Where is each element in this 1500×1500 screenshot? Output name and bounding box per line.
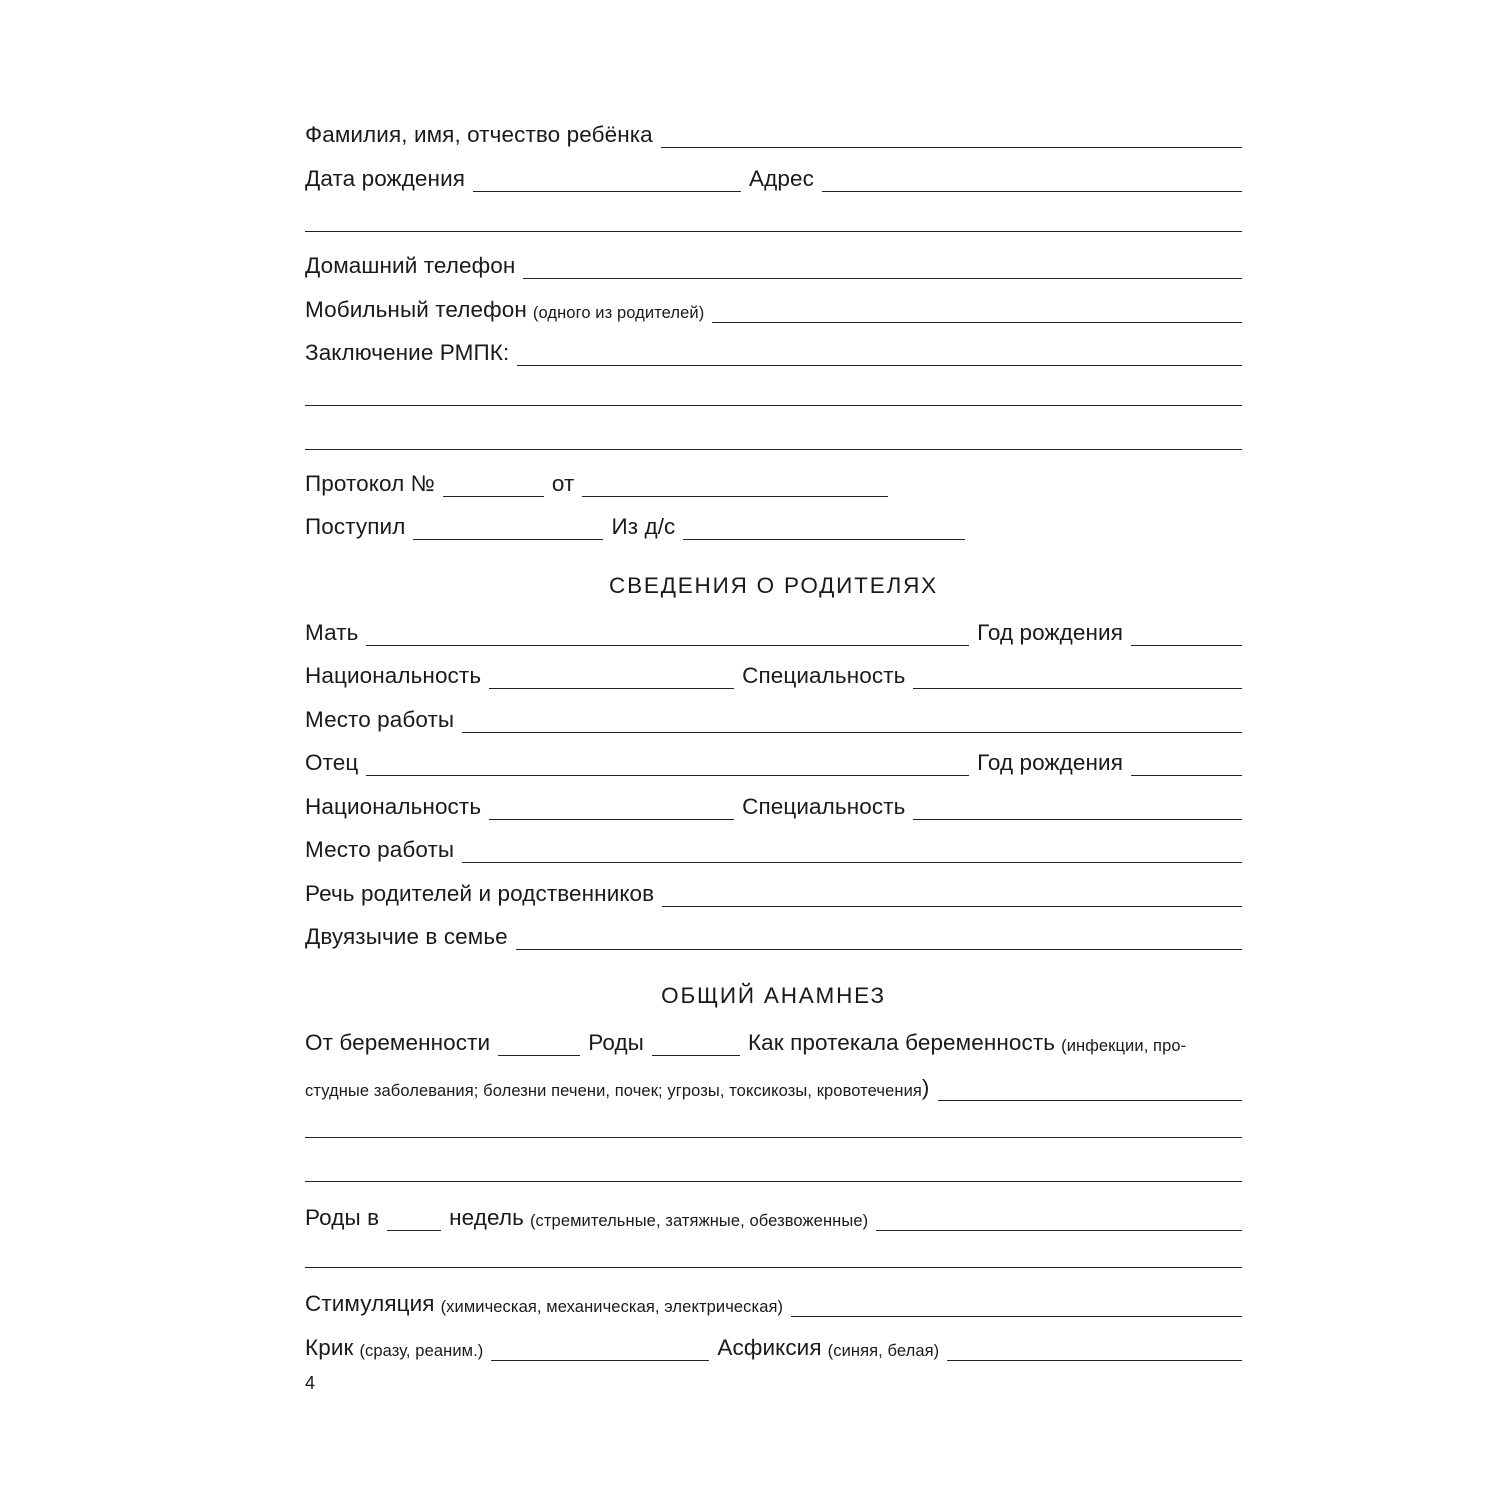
rmpk-field[interactable] [517, 364, 1242, 366]
mother-workplace-row [305, 709, 1242, 733]
pregnancy-course-label: Как протекала беременность [747, 1030, 1056, 1055]
pregnancy-course-line-3[interactable] [305, 1181, 1242, 1182]
father-workplace-row [305, 839, 1242, 863]
birth-type-line-2[interactable] [305, 1267, 1242, 1268]
mobile-phone-note: (одного из родителей) [532, 304, 705, 322]
weeks-label: недель [449, 1205, 524, 1230]
births-number-field[interactable] [652, 1054, 740, 1056]
pregnancy-course-row [305, 1077, 1242, 1101]
address-label: Адрес [749, 166, 814, 191]
birth-date-label: Дата рождения [305, 166, 466, 191]
stimulation-note: (химическая, механическая, электрическая) [440, 1298, 784, 1316]
stimulation-label: Стимуляция [305, 1291, 435, 1316]
father-workplace-label: Место работы [305, 837, 455, 862]
from-kindergarten-label: Из д/с [611, 514, 676, 539]
child-name-row [305, 124, 1242, 148]
father-birth-year-field[interactable] [1131, 774, 1242, 776]
mother-speciality-label: Специальность [742, 663, 906, 688]
protocol-date-field[interactable] [582, 495, 888, 497]
pregnancy-row [305, 1032, 1242, 1056]
father-speciality-field[interactable] [913, 818, 1242, 820]
rmpk-label: Заключение РМПК: [305, 340, 510, 365]
parents-heading: СВЕДЕНИЯ О РОДИТЕЛЯХ [609, 573, 938, 598]
child-name-label: Фамилия, имя, отчество ребёнка [305, 122, 653, 147]
father-speciality-label: Специальность [742, 794, 906, 819]
birth-type-field[interactable] [876, 1229, 1242, 1231]
mother-row [305, 622, 1242, 646]
pregnancy-number-field[interactable] [498, 1054, 580, 1056]
admitted-row [305, 516, 1242, 540]
protocol-row [305, 473, 1242, 497]
pregnancy-label: От беременности [305, 1030, 491, 1055]
births-label: Роды [588, 1030, 644, 1055]
child-name-field[interactable] [661, 146, 1242, 148]
asphyxia-field[interactable] [947, 1359, 1242, 1361]
father-nationality-row [305, 796, 1242, 820]
birth-address-row [305, 168, 1242, 192]
father-row [305, 752, 1242, 776]
bilingual-field[interactable] [516, 948, 1242, 950]
father-field[interactable] [366, 774, 969, 776]
bilingual-label: Двуязычие в семье [305, 924, 508, 949]
mother-field[interactable] [366, 644, 969, 646]
parents-speech-row [305, 883, 1242, 907]
birth-weeks-field[interactable] [387, 1229, 441, 1231]
stimulation-field[interactable] [791, 1315, 1242, 1317]
anamnesis-heading: ОБЩИЙ АНАМНЕЗ [661, 983, 886, 1008]
mother-nationality-field[interactable] [489, 687, 734, 689]
mother-workplace-label: Место работы [305, 707, 455, 732]
mother-nationality-label: Национальность [305, 663, 482, 688]
rmpk-line-3[interactable] [305, 449, 1242, 450]
pregnancy-course-note-1: (инфекции, про- [1061, 1037, 1187, 1055]
home-phone-row [305, 255, 1242, 279]
cry-label: Крик [305, 1335, 354, 1360]
cry-note: (сразу, реаним.) [359, 1342, 484, 1360]
bilingual-row [305, 926, 1242, 950]
pregnancy-course-field[interactable] [938, 1099, 1242, 1101]
parents-speech-field[interactable] [662, 905, 1242, 907]
mother-birth-year-label: Год рождения [977, 620, 1123, 645]
address-continuation-line[interactable] [305, 231, 1242, 232]
parents-speech-label: Речь родителей и родственников [305, 881, 655, 906]
address-field[interactable] [822, 190, 1242, 192]
mother-speciality-field[interactable] [913, 687, 1242, 689]
pregnancy-course-line-2[interactable] [305, 1137, 1242, 1138]
father-birth-year-label: Год рождения [977, 750, 1123, 775]
birth-weeks-row [305, 1207, 1242, 1231]
mother-birth-year-field[interactable] [1131, 644, 1242, 646]
cry-field[interactable] [491, 1359, 709, 1361]
admitted-field[interactable] [413, 538, 603, 540]
mother-nationality-row [305, 665, 1242, 689]
rmpk-line-2[interactable] [305, 405, 1242, 406]
birth-type-note: (стремительные, затяжные, обезвоженные) [529, 1212, 869, 1230]
father-nationality-label: Национальность [305, 794, 482, 819]
admitted-label: Поступил [305, 514, 406, 539]
pregnancy-course-note-2: студные заболевания; болезни печени, почек; угрозы, токсикозы, кровотечения [305, 1082, 922, 1100]
mobile-phone-label: Мобильный телефон [305, 297, 527, 322]
protocol-from-label: от [551, 471, 575, 496]
mother-workplace-field[interactable] [462, 731, 1242, 733]
mother-label: Мать [305, 620, 359, 645]
page-number: 4 [305, 1373, 316, 1393]
home-phone-field[interactable] [523, 277, 1242, 279]
rmpk-row [305, 342, 1242, 366]
pregnancy-course-note-close: ) [921, 1075, 930, 1100]
father-nationality-field[interactable] [489, 818, 734, 820]
protocol-label: Протокол № [305, 471, 435, 496]
protocol-number-field[interactable] [443, 495, 544, 497]
mobile-phone-row [305, 299, 1242, 323]
mobile-phone-field[interactable] [712, 321, 1242, 323]
stimulation-row [305, 1293, 1242, 1317]
birth-in-label: Роды в [305, 1205, 380, 1230]
home-phone-label: Домашний телефон [305, 253, 516, 278]
asphyxia-label: Асфиксия [717, 1335, 822, 1360]
father-workplace-field[interactable] [462, 861, 1242, 863]
cry-asphyxia-row [305, 1337, 1242, 1361]
birth-date-field[interactable] [473, 190, 741, 192]
father-label: Отец [305, 750, 359, 775]
asphyxia-note: (синяя, белая) [827, 1342, 940, 1360]
from-kindergarten-field[interactable] [683, 538, 965, 540]
